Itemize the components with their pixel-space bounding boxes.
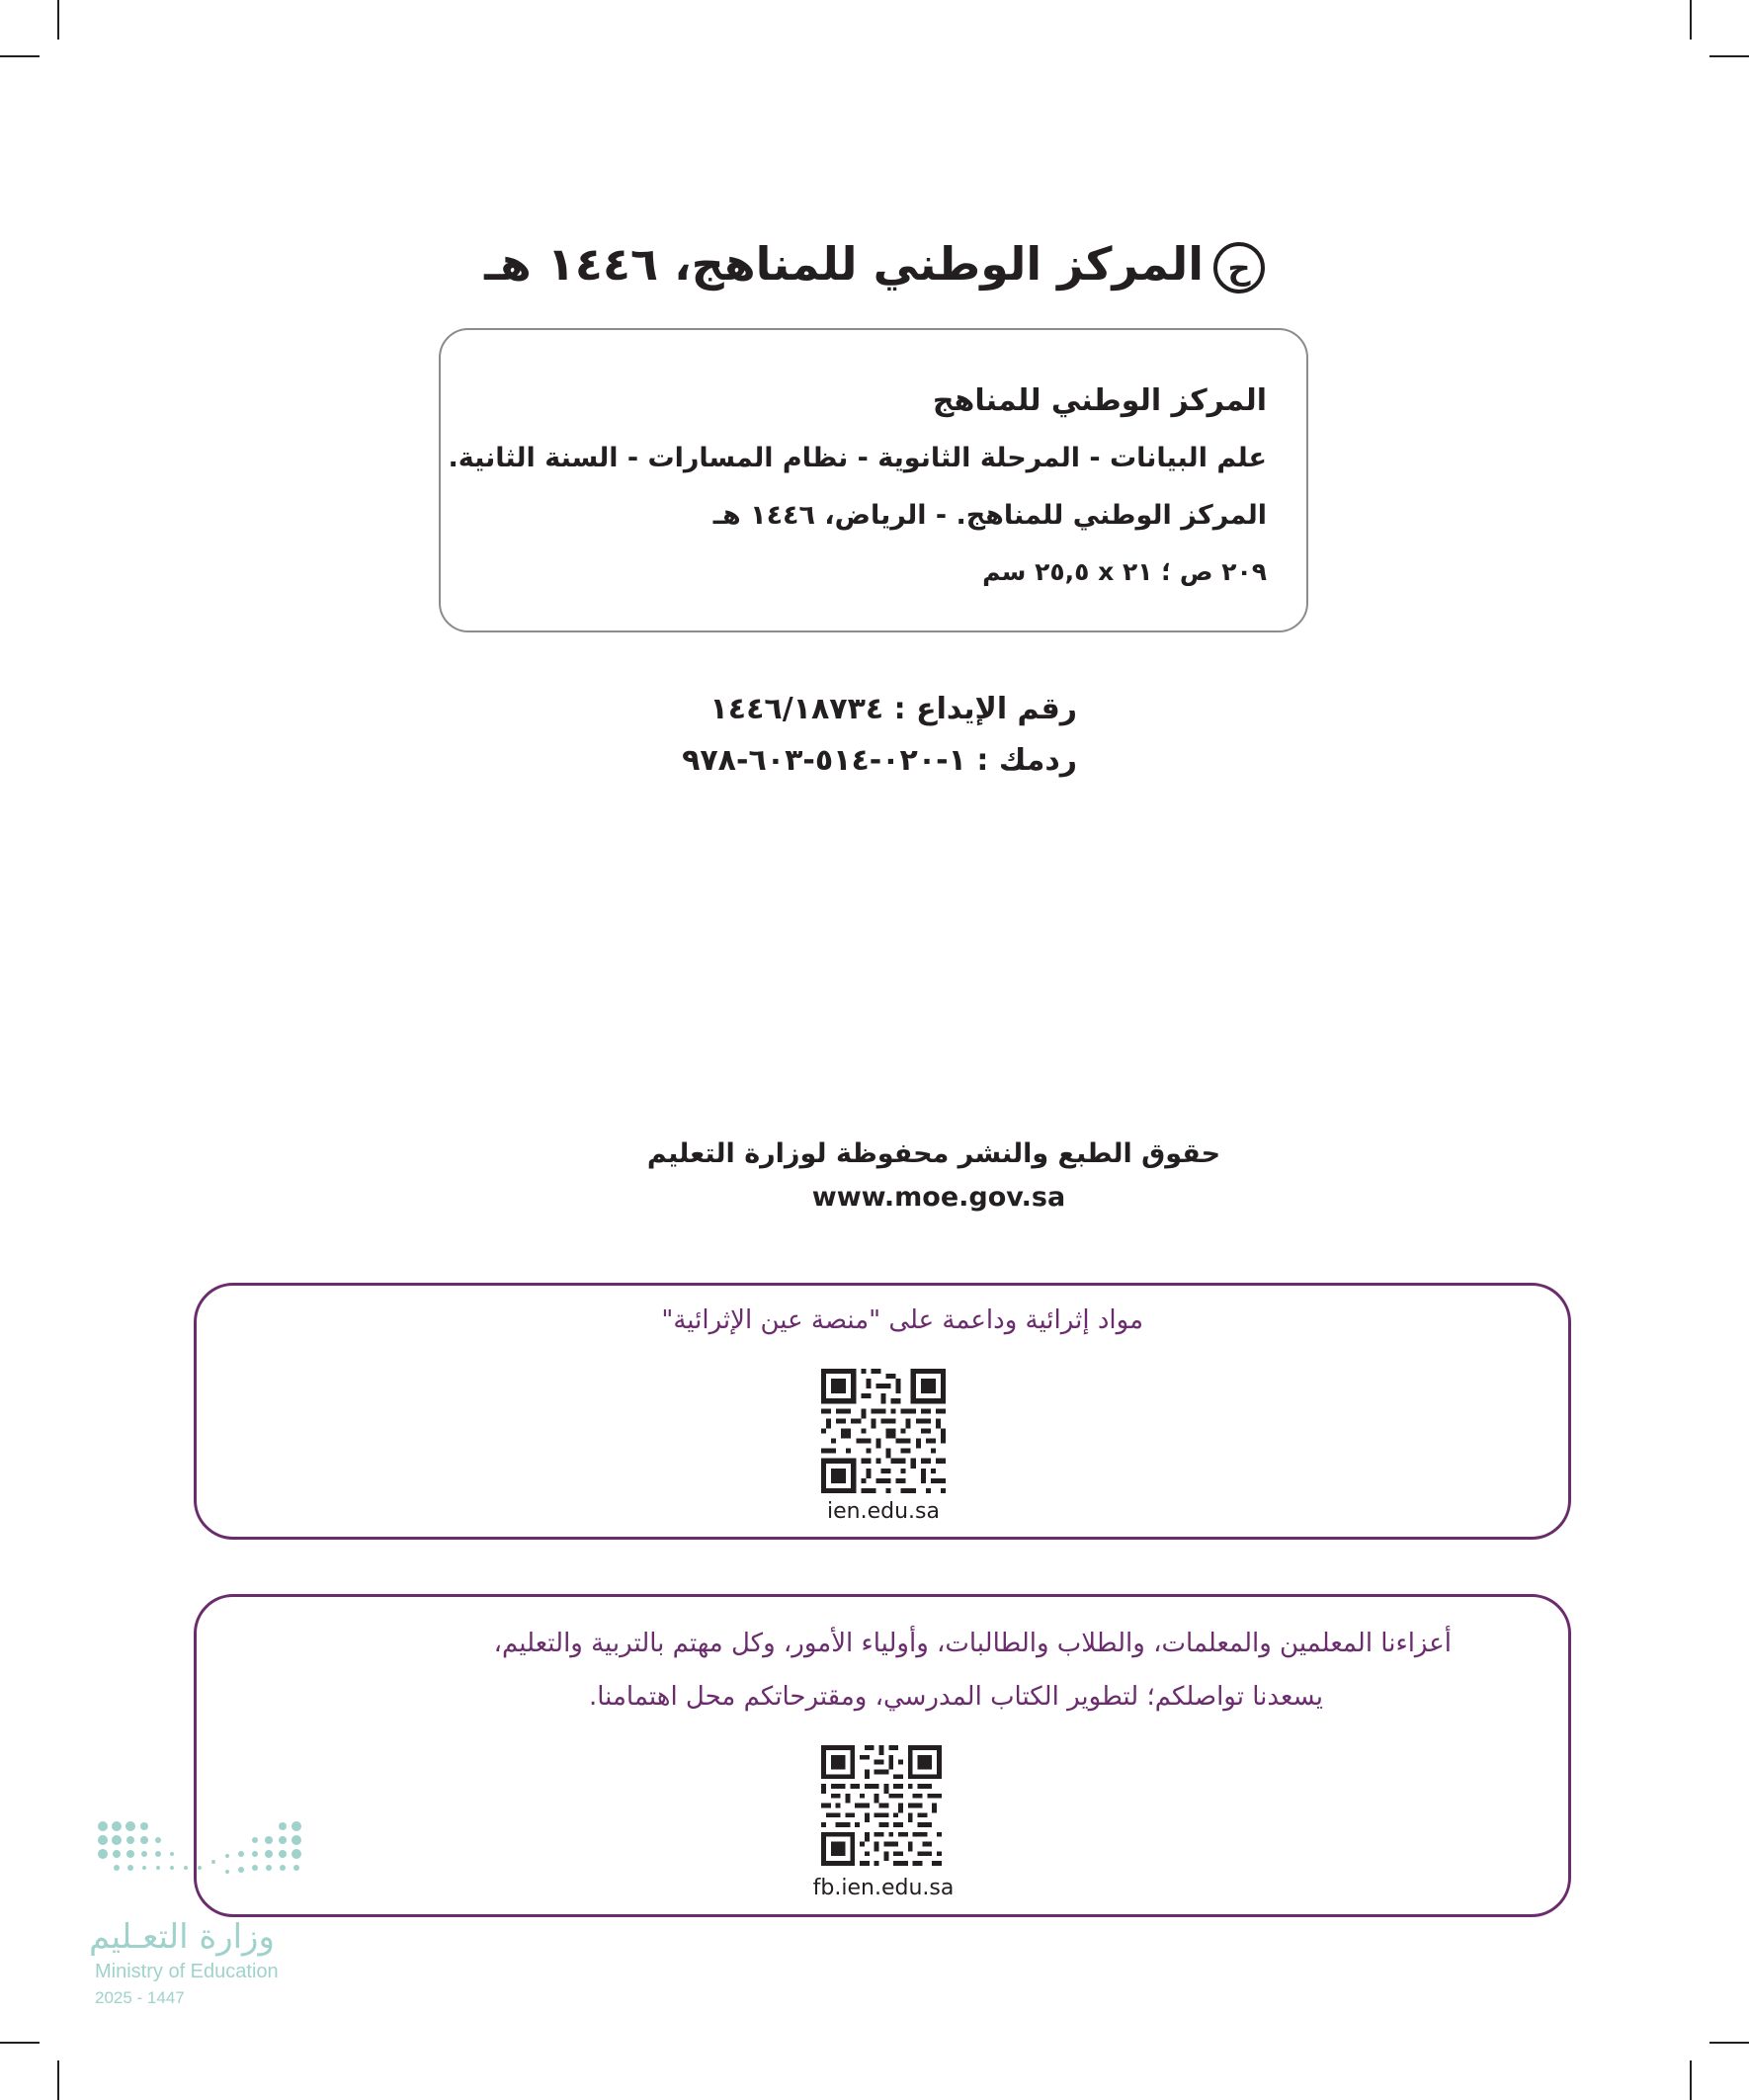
- crop-mark: [1709, 55, 1749, 57]
- crop-mark: [57, 2060, 59, 2100]
- enrichment-box: [194, 1283, 1571, 1540]
- feedback-text-line1: أعزاءنا المعلمين والمعلمات، والطلاب والطالبات، وأولياء الأمور، وكل مهتم بالتربية والتعليم،: [493, 1629, 1452, 1658]
- catalog-author: المركز الوطني للمناهج: [932, 383, 1267, 418]
- crop-mark: [0, 55, 40, 57]
- qr-code-icon[interactable]: [821, 1369, 946, 1493]
- logo-year: 2025 - 1447: [95, 1988, 185, 2007]
- enrichment-url[interactable]: ien.edu.sa: [827, 1499, 940, 1524]
- enrichment-text: مواد إثرائية وداعمة على "منصة عين الإثرائية": [661, 1305, 1143, 1335]
- crop-mark: [1690, 2060, 1692, 2100]
- deposit-number: رقم الإيداع : ١٤٤٦/١٨٧٣٤: [709, 692, 1077, 726]
- feedback-box: [194, 1594, 1571, 1917]
- title-text: المركز الوطني للمناهج، ١٤٤٦ هـ: [484, 237, 1204, 291]
- isbn: ردمك : ١-٠٢٠-٥١٤-٦٠٣-٩٧٨: [682, 743, 1077, 778]
- qr-code-icon[interactable]: [821, 1745, 942, 1866]
- feedback-url[interactable]: fb.ien.edu.sa: [812, 1876, 955, 1900]
- website-link[interactable]: www.moe.gov.sa: [811, 1182, 1066, 1213]
- crop-mark: [1709, 2042, 1749, 2044]
- copyright-icon: ح: [1213, 242, 1265, 294]
- catalog-dimensions: ٢٠٩ ص ؛ ٢١ x ٢٥,٥ سم: [982, 557, 1267, 586]
- logo-arabic-text: وزارة التعـليم: [89, 1917, 275, 1957]
- logo-english-text: Ministry of Education: [95, 1961, 279, 1982]
- crop-mark: [57, 0, 59, 40]
- rights-statement: حقوق الطبع والنشر محفوظة لوزارة التعليم: [646, 1138, 1221, 1169]
- feedback-text-line2: يسعدنا تواصلكم؛ لتطوير الكتاب المدرسي، ومقترحاتكم محل اهتمامنا.: [588, 1682, 1323, 1712]
- logo-dots-icon: [95, 1818, 312, 1888]
- crop-mark: [1690, 0, 1692, 40]
- crop-mark: [0, 2042, 40, 2044]
- page-title: [484, 237, 1265, 294]
- catalog-publisher: المركز الوطني للمناهج. - الرياض، ١٤٤٦ هـ: [712, 500, 1267, 531]
- catalog-card: [439, 328, 1308, 632]
- ministry-logo: [89, 1818, 326, 2016]
- catalog-title: علم البيانات - المرحلة الثانوية - نظام المسارات - السنة الثانية.: [448, 443, 1267, 473]
